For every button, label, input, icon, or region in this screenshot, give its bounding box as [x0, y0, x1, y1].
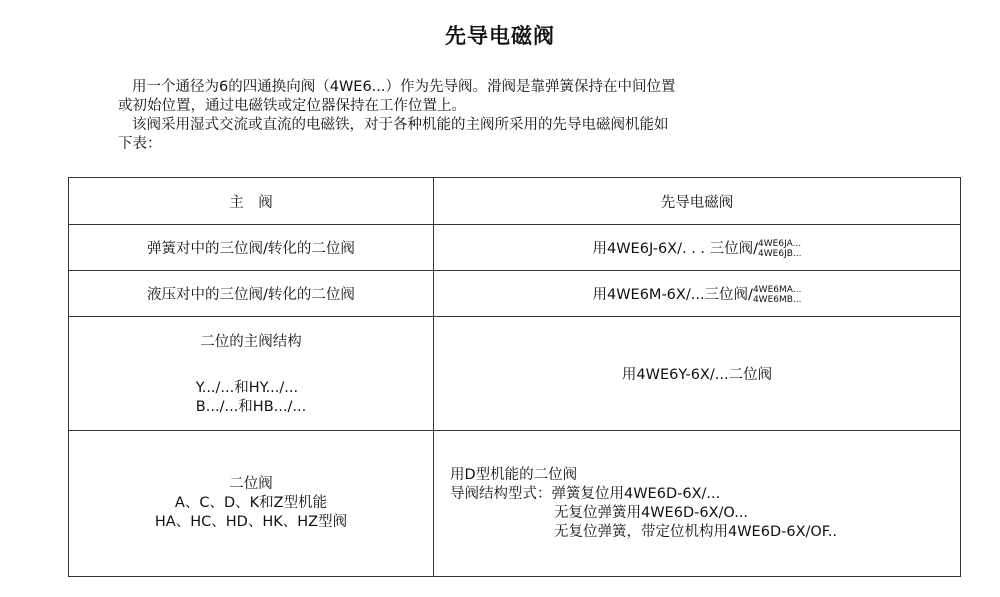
pilot-valve-cell — [434, 431, 961, 577]
valve-function-table — [68, 177, 961, 577]
page-title: 先导电磁阀 — [445, 24, 555, 48]
main-valve-line: 二位阀 — [229, 476, 273, 492]
pilot-valve-line: 用D型机能的二位阀 — [450, 466, 578, 483]
pilot-valve-text: 用4WE6J-6X/. . . 三位阀/ — [592, 240, 759, 257]
pilot-valve-line: 无复位弹簧用4WE6D-6X/O... — [554, 504, 749, 521]
header-pilot-valve: 先导电磁阀 — [434, 178, 961, 225]
main-valve-type: B.../...和HB.../... — [195, 399, 307, 415]
main-valve-type: Y.../...和HY.../... — [195, 380, 299, 396]
intro-line: 用一个通径为6的四通换向阀（4WE6...）作为先导阀。滑阀是靠弹簧保持在中间位置 — [132, 79, 676, 95]
table-row — [69, 271, 961, 317]
pilot-valve-cell — [434, 225, 961, 271]
pilot-variants — [753, 285, 802, 305]
main-valve-title: 二位的主阀结构 — [200, 334, 302, 350]
pilot-valve-text: 用4WE6M-6X/...三位阀/ — [592, 286, 753, 303]
intro-line: 或初始位置，通过电磁铁或定位器保持在工作位置上。 — [118, 98, 466, 114]
pilot-variants — [758, 239, 801, 259]
pilot-variant: 4WE6MA... — [752, 284, 802, 295]
table-header-row — [69, 178, 961, 225]
main-valve-cell: 弹簧对中的三位阀/转化的二位阀 — [69, 225, 434, 271]
main-valve-cell: 液压对中的三位阀/转化的二位阀 — [69, 271, 434, 317]
table-row — [69, 317, 961, 431]
pilot-valve-line: 导阀结构型式：弹簧复位用4WE6D-6X/... — [450, 485, 721, 502]
pilot-variant: 4WE6JA... — [758, 238, 802, 249]
pilot-valve-cell: 用4WE6Y-6X/...二位阀 — [434, 317, 961, 431]
intro-line: 该阀采用湿式交流或直流的电磁铁，对于各种机能的主阀所采用的先导电磁阀机能如 — [132, 117, 669, 133]
table-row — [69, 225, 961, 271]
table-row — [69, 431, 961, 577]
pilot-variant: 4WE6JB... — [758, 248, 802, 259]
main-valve-cell — [69, 431, 434, 577]
main-valve-line: A、C、D、K和Z型机能 — [174, 495, 328, 511]
pilot-valve-line: 无复位弹簧，带定位机构用4WE6D-6X/OF.. — [554, 523, 838, 540]
intro-line: 下表： — [118, 136, 162, 152]
pilot-variant: 4WE6MB... — [752, 294, 802, 305]
intro-paragraph — [118, 78, 838, 154]
main-valve-cell — [69, 317, 434, 431]
main-valve-line: HA、HC、HD、HK、HZ型阀 — [154, 514, 348, 530]
pilot-valve-cell — [434, 271, 961, 317]
main-valve-types — [196, 379, 306, 417]
header-main-valve: 主 阀 — [69, 178, 434, 225]
